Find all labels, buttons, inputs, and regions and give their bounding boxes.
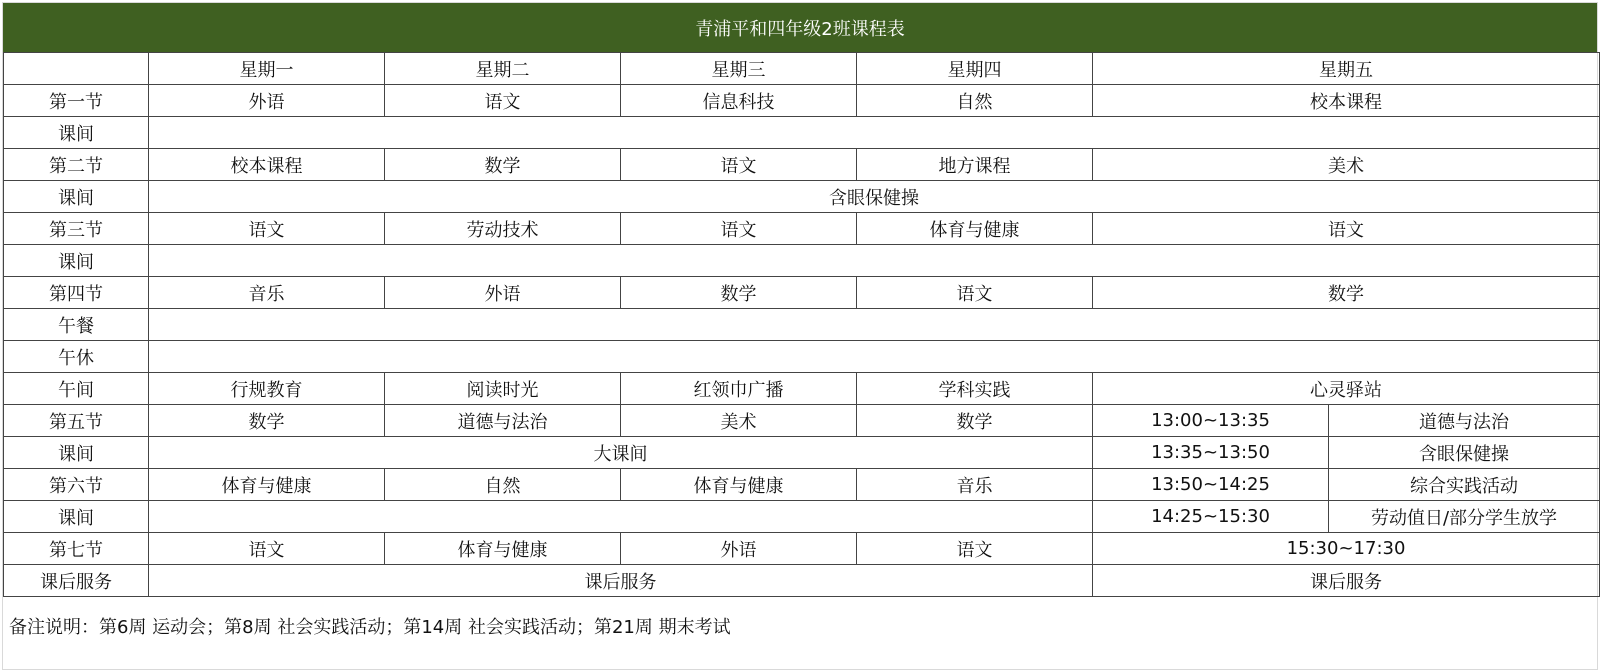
period-row: [4, 213, 1600, 245]
row-label: 第七节: [4, 533, 149, 565]
class-cell: 校本课程: [149, 149, 385, 181]
class-cell: 校本课程: [1093, 85, 1600, 117]
class-cell: 数学: [857, 405, 1093, 437]
lunch-row: [4, 309, 1600, 341]
class-cell: 美术: [1093, 149, 1600, 181]
friday-item-cell: 课后服务: [1093, 565, 1600, 597]
class-cell: 音乐: [149, 277, 385, 309]
span-cell: 课后服务: [149, 565, 1093, 597]
class-cell: 体育与健康: [149, 469, 385, 501]
class-cell: 外语: [621, 533, 857, 565]
class-cell: 语文: [621, 149, 857, 181]
class-cell: 自然: [385, 469, 621, 501]
class-cell: 数学: [149, 405, 385, 437]
span-cell: 大课间: [149, 437, 1093, 469]
class-cell: 数学: [1093, 277, 1600, 309]
class-cell: 信息科技: [621, 85, 857, 117]
friday-time-cell: 13:00~13:35: [1093, 405, 1329, 437]
class-cell: 体育与健康: [621, 469, 857, 501]
row-label: 课间: [4, 245, 149, 277]
day-header: 星期二: [385, 53, 621, 85]
friday-time-cell: 15:30~17:30: [1093, 533, 1600, 565]
break-row: [4, 501, 1600, 533]
class-cell: 语文: [149, 213, 385, 245]
break-row: [4, 181, 1600, 213]
empty-cell: [149, 117, 1600, 149]
class-cell: 自然: [857, 85, 1093, 117]
class-cell: 道德与法治: [385, 405, 621, 437]
row-label: 第五节: [4, 405, 149, 437]
class-cell: 语文: [621, 213, 857, 245]
schedule-title: 青浦平和四年级2班课程表: [3, 3, 1597, 52]
noon-row: [4, 373, 1600, 405]
row-label: 午休: [4, 341, 149, 373]
class-cell: 学科实践: [857, 373, 1093, 405]
row-label: 课后服务: [4, 565, 149, 597]
row-label: 第二节: [4, 149, 149, 181]
class-cell: 语文: [857, 277, 1093, 309]
break-row: [4, 437, 1600, 469]
friday-time-cell: 14:25~15:30: [1093, 501, 1329, 533]
row-label: 第四节: [4, 277, 149, 309]
header-row: [4, 53, 1600, 85]
period-row: [4, 469, 1600, 501]
row-label: 课间: [4, 437, 149, 469]
class-cell: 体育与健康: [857, 213, 1093, 245]
friday-time-cell: 13:50~14:25: [1093, 469, 1329, 501]
class-cell: 外语: [149, 85, 385, 117]
row-label: 第三节: [4, 213, 149, 245]
class-cell: 红领巾广播: [621, 373, 857, 405]
class-cell: 外语: [385, 277, 621, 309]
class-cell: 数学: [621, 277, 857, 309]
friday-time-cell: 13:35~13:50: [1093, 437, 1329, 469]
row-label: 午餐: [4, 309, 149, 341]
row-label: 第六节: [4, 469, 149, 501]
period-row: [4, 85, 1600, 117]
nap-row: [4, 341, 1600, 373]
day-header: 星期四: [857, 53, 1093, 85]
class-cell: 体育与健康: [385, 533, 621, 565]
break-row: [4, 117, 1600, 149]
after-school-row: [4, 565, 1600, 597]
empty-cell: [149, 309, 1600, 341]
class-cell: 心灵驿站: [1093, 373, 1600, 405]
schedule-table: [3, 52, 1600, 597]
class-cell: 语文: [149, 533, 385, 565]
class-cell: 地方课程: [857, 149, 1093, 181]
friday-item-cell: 含眼保健操: [1329, 437, 1600, 469]
schedule-document: [2, 2, 1598, 670]
class-cell: 行规教育: [149, 373, 385, 405]
period-row: [4, 149, 1600, 181]
break-row: [4, 245, 1600, 277]
row-label: 课间: [4, 181, 149, 213]
class-cell: 数学: [385, 149, 621, 181]
friday-item-cell: 劳动值日/部分学生放学: [1329, 501, 1600, 533]
row-label: 课间: [4, 117, 149, 149]
class-cell: 音乐: [857, 469, 1093, 501]
remarks-note: 备注说明：第6周 运动会；第8周 社会实践活动；第14周 社会实践活动；第21周 期末考试: [9, 617, 731, 638]
period-row: [4, 277, 1600, 309]
row-label: 第一节: [4, 85, 149, 117]
empty-cell: [149, 341, 1600, 373]
class-cell: 语文: [1093, 213, 1600, 245]
empty-cell: [149, 245, 1600, 277]
friday-item-cell: 综合实践活动: [1329, 469, 1600, 501]
empty-cell: [149, 501, 1093, 533]
period-row: [4, 405, 1600, 437]
corner-cell: [4, 53, 149, 85]
class-cell: 阅读时光: [385, 373, 621, 405]
class-cell: 语文: [385, 85, 621, 117]
day-header: 星期三: [621, 53, 857, 85]
class-cell: 语文: [857, 533, 1093, 565]
day-header: 星期五: [1093, 53, 1600, 85]
class-cell: 劳动技术: [385, 213, 621, 245]
friday-item-cell: 道德与法治: [1329, 405, 1600, 437]
span-cell: 含眼保健操: [149, 181, 1600, 213]
class-cell: 美术: [621, 405, 857, 437]
period-row: [4, 533, 1600, 565]
day-header: 星期一: [149, 53, 385, 85]
row-label: 午间: [4, 373, 149, 405]
row-label: 课间: [4, 501, 149, 533]
